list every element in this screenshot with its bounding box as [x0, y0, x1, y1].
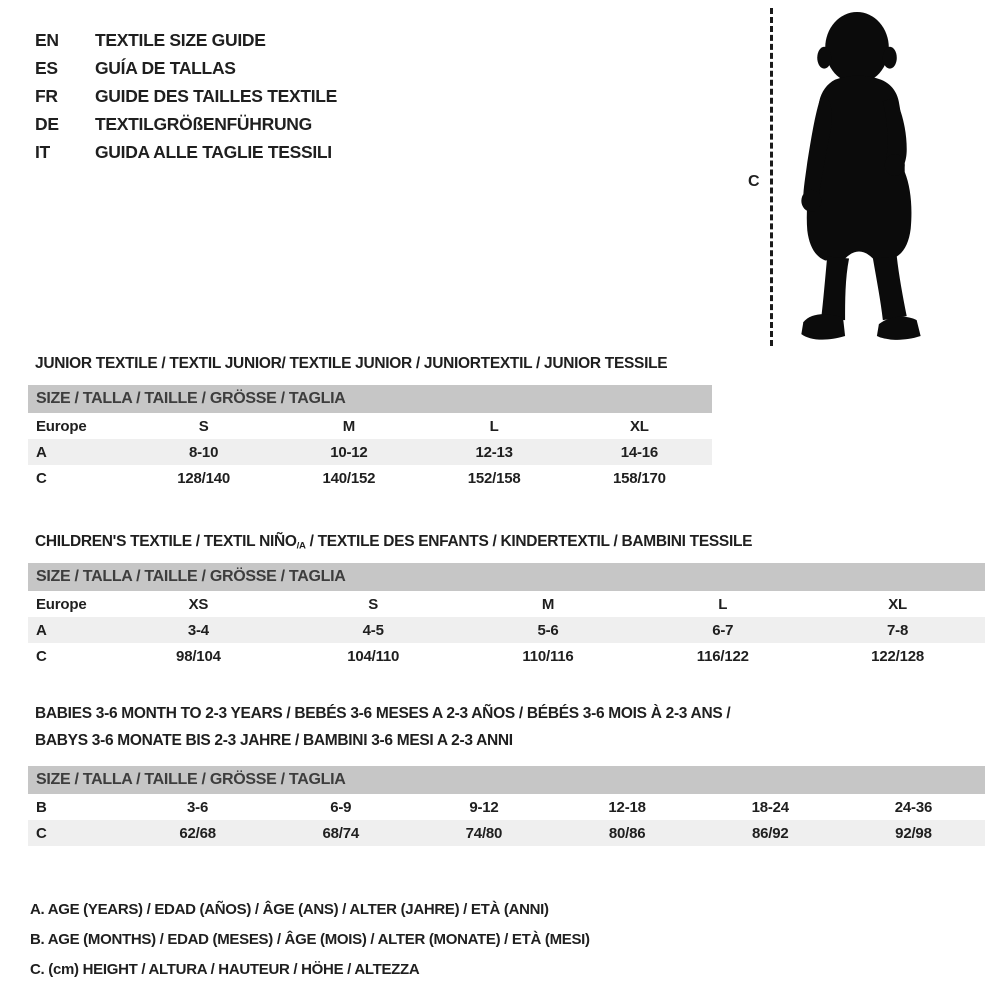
table-row	[28, 794, 985, 820]
table-value: 104/110	[347, 647, 400, 665]
babies-section	[28, 700, 985, 846]
footnotes	[30, 894, 590, 984]
table-value: 6-7	[712, 621, 734, 639]
size-column: S	[368, 595, 379, 613]
size-column: M	[342, 417, 356, 435]
table-value: 10-12	[330, 443, 368, 461]
junior-heading: JUNIOR TEXTILE / TEXTIL JUNIOR/ TEXTILE JUNIOR / JUNIORTEXTIL / JUNIOR TESSILE	[35, 355, 668, 372]
language-row-de	[35, 110, 337, 138]
height-dashed-line	[770, 8, 773, 346]
babies-table	[28, 766, 985, 846]
size-column: L	[489, 417, 499, 435]
size-column: L	[718, 595, 728, 613]
table-value: 140/152	[322, 469, 376, 487]
table-value: 158/170	[612, 469, 666, 487]
table-value: 86/92	[752, 824, 789, 842]
footnote-a: A. AGE (YEARS) / EDAD (AÑOS) / ÂGE (ANS) / ALTER (JAHRE) / ETÀ (ANNI)	[30, 900, 549, 918]
row-label: A	[36, 443, 47, 461]
table-value: 18-24	[751, 798, 789, 816]
table-value: 8-10	[189, 443, 219, 461]
table-value: 6-9	[330, 798, 352, 816]
row-label: C	[36, 647, 47, 665]
table-row	[28, 643, 985, 669]
children-heading-subscript: /A	[296, 540, 306, 552]
language-title: GUIDE DES TAILLES TEXTILE	[95, 85, 338, 106]
row-label: A	[36, 621, 47, 639]
height-measure-figure	[748, 8, 935, 346]
header-region: Europe	[36, 417, 87, 435]
size-bar: SIZE / TALLA / TAILLE / GRÖSSE / TAGLIA	[28, 563, 985, 591]
table-header-row	[28, 413, 712, 439]
table-row	[28, 465, 712, 491]
size-column: S	[198, 417, 209, 435]
language-title: TEXTILE SIZE GUIDE	[95, 29, 266, 50]
junior-table	[28, 385, 712, 491]
children-heading-suffix: / TEXTILE DES ENFANTS / KINDERTEXTIL / BAMBINI TESSILE	[305, 533, 753, 550]
header-region: Europe	[36, 595, 87, 613]
language-code: DE	[35, 113, 59, 134]
table-header-row	[28, 591, 985, 617]
footnote-b: B. AGE (MONTHS) / EDAD (MESES) / ÂGE (MOIS) / ALTER (MONATE) / ETÀ (MESI)	[30, 930, 590, 948]
row-label: B	[36, 798, 47, 816]
language-code: ES	[35, 57, 58, 78]
language-list	[35, 26, 337, 166]
table-value: 12-13	[475, 443, 513, 461]
table-value: 3-6	[187, 798, 209, 816]
table-row	[28, 439, 712, 465]
table-value: 24-36	[894, 798, 933, 816]
size-column: XS	[188, 595, 209, 613]
language-row-es	[35, 54, 337, 82]
size-column: XL	[629, 417, 649, 435]
junior-section	[28, 355, 712, 491]
table-row	[28, 820, 985, 846]
table-value: 74/80	[465, 824, 503, 842]
size-column: M	[541, 595, 555, 613]
language-code: IT	[35, 141, 50, 162]
size-bar: SIZE / TALLA / TAILLE / GRÖSSE / TAGLIA	[28, 385, 712, 413]
height-measure-label: C	[748, 173, 760, 190]
table-value: 3-4	[187, 621, 209, 639]
footnote-c: C. (cm) HEIGHT / ALTURA / HAUTEUR / HÖHE / ALTEZZA	[30, 960, 420, 978]
table-value: 92/98	[895, 824, 932, 842]
table-value: 110/116	[522, 647, 574, 665]
row-label: C	[36, 469, 47, 487]
children-table	[28, 563, 985, 669]
table-row	[28, 617, 985, 643]
language-title: GUIDA ALLE TAGLIE TESSILI	[95, 141, 332, 162]
table-value: 7-8	[887, 621, 909, 639]
table-value: 4-5	[362, 621, 384, 639]
table-value: 5-6	[537, 621, 559, 639]
table-value: 68/74	[322, 824, 360, 842]
table-value: 14-16	[620, 443, 659, 461]
table-value: 116/122	[696, 647, 749, 665]
table-value: 98/104	[176, 647, 221, 665]
size-column: XL	[888, 595, 907, 613]
language-title: TEXTILGRÖßENFÜHRUNG	[95, 113, 312, 134]
language-row-en	[35, 26, 337, 54]
babies-heading-line1: BABIES 3-6 MONTH TO 2-3 YEARS / BEBÉS 3-6 MESES A 2-3 AÑOS / BÉBÉS 3-6 MOIS À 2-3 ANS /	[35, 705, 731, 722]
children-heading-prefix: CHILDREN'S TEXTILE / TEXTIL NIÑO	[35, 533, 297, 550]
children-section	[28, 533, 985, 669]
language-title: GUÍA DE TALLAS	[95, 57, 236, 78]
babies-heading-line2: BABYS 3-6 MONATE BIS 2-3 JAHRE / BAMBINI 3-6 MESI A 2-3 ANNI	[35, 732, 513, 749]
table-value: 80/86	[608, 824, 646, 842]
language-code: EN	[35, 29, 59, 50]
language-row-it	[35, 138, 337, 166]
table-value: 152/158	[467, 469, 521, 487]
table-value: 12-18	[608, 798, 646, 816]
table-value: 122/128	[871, 647, 924, 665]
children-heading	[28, 533, 985, 551]
language-code: FR	[35, 85, 58, 106]
language-row-fr	[35, 82, 337, 110]
row-label: C	[36, 824, 47, 842]
toddler-silhouette-image	[785, 8, 935, 346]
table-value: 62/68	[179, 824, 216, 842]
table-value: 128/140	[177, 469, 231, 487]
size-bar: SIZE / TALLA / TAILLE / GRÖSSE / TAGLIA	[28, 766, 985, 794]
table-value: 9-12	[469, 798, 499, 816]
